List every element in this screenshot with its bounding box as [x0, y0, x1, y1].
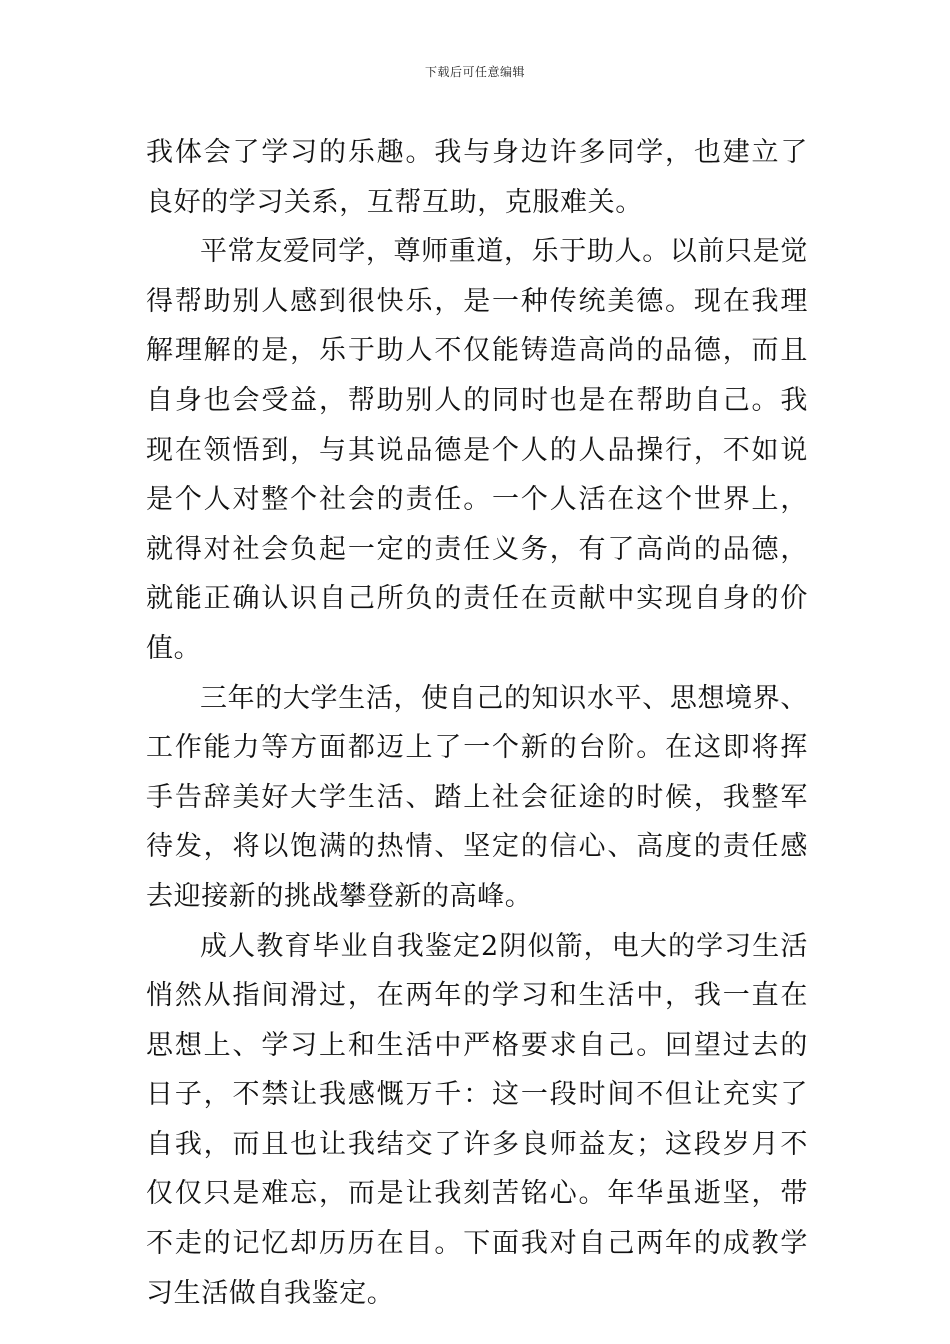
paragraph-2: 平常友爱同学，尊师重道，乐于助人。以前只是觉得帮助别人感到很快乐，是一种传统美德。现在我理解理解的是，乐于助人不仅能铸造高尚的品德，而且自身也会受益，帮助别人的同时也是在帮助自己。我现在领悟到，与其说品德是个人的人品操行，不如说是个人对整个社会的责任。一个人活在这个世界上，就得对社会负起一定的责任义务，有了高尚的品德，就能正确认识自己所负的责任在贡献中实现自身的价值。	[146, 236, 808, 664]
page-header-watermark: 下载后可任意编辑	[424, 65, 525, 79]
document-body	[146, 128, 808, 1318]
paragraph-3: 三年的大学生活，使自己的知识水平、思想境界、工作能力等方面都迈上了一个新的台阶。在这即将挥手告辞美好大学生活、踏上社会征途的时候，我整军待发，将以饱满的热情、坚定的信心、高度的责任感去迎接新的挑战攀登新的高峰。	[146, 682, 808, 912]
paragraph-4: 成人教育毕业自我鉴定2阴似箭，电大的学习生活悄然从指间滑过，在两年的学习和生活中，我一直在思想上、学习上和生活中严格要求自己。回望过去的日子，不禁让我感慨万千：这一段时间不但让充实了自我，而且也让我结交了许多良师益友；这段岁月不仅仅只是难忘，而是让我刻苦铭心。年华虽逝坚，带不走的记忆却历历在目。下面我对自己两年的成教学习生活做自我鉴定。	[146, 930, 808, 1309]
paragraph-1: 我体会了学习的乐趣。我与身边许多同学，也建立了良好的学习关系，互帮互助，克服难关。	[146, 137, 808, 218]
